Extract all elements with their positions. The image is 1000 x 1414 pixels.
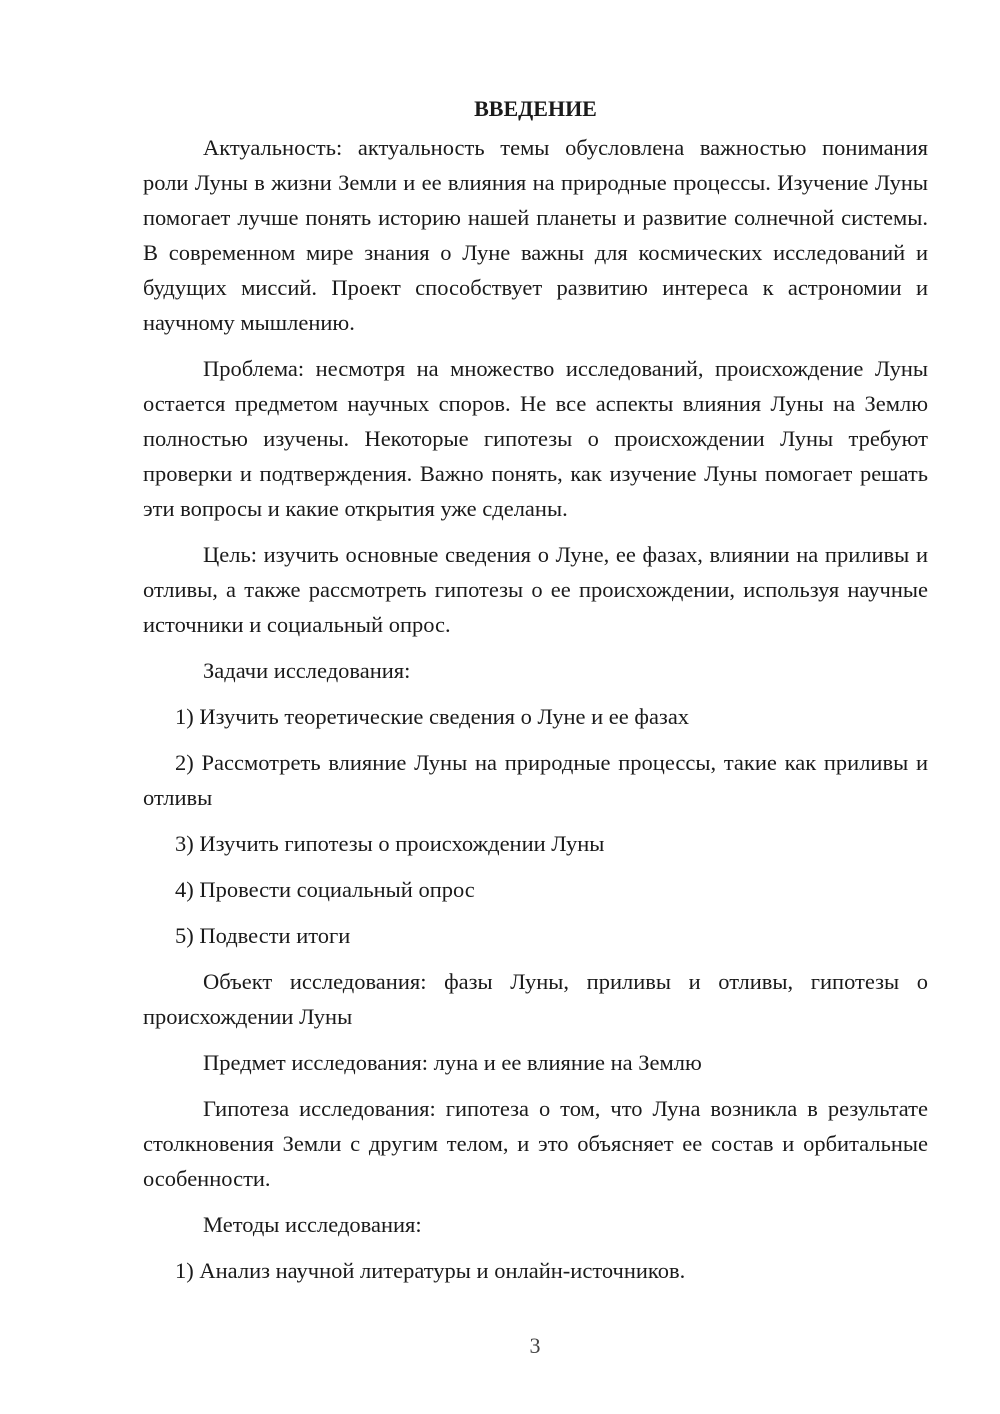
task-item-3: 3) Изучить гипотезы о происхождении Луны — [175, 831, 605, 856]
paragraph-problem: Проблема: несмотря на множество исследований, происхождение Луны остается предметом научных споров. Не все аспекты влияния Луны на Землю полностью изучены. Некоторые гипотезы о происхождении Луны требуют проверки и подтверждения. Важно понять, как изучение Луны помогает решать эти вопросы и какие открытия уже сделаны. — [143, 356, 928, 521]
tasks-title: Задачи исследования: — [203, 658, 411, 683]
paragraph-hypothesis: Гипотеза исследования: гипотеза о том, что Луна возникла в результате столкновения Земли с другим телом, и это объясняет ее состав и орбитальные особенности. — [143, 1096, 928, 1191]
task-item-2: 2) Рассмотреть влияние Луны на природные процессы, такие как приливы и отливы — [143, 750, 928, 810]
method-item-1: 1) Анализ научной литературы и онлайн-источников. — [175, 1258, 686, 1283]
paragraph-relevance: Актуальность: актуальность темы обусловлена важностью понимания роли Луны в жизни Земли и ее влияния на природные процессы. Изучение Луны помогает лучше понять историю нашей планеты и развитие солнечной системы. В современном мире знания о Луне важны для космических исследований и будущих миссий. Проект способствует развитию интереса к астрономии и научному мышлению. — [143, 135, 928, 335]
paragraph-object: Объект исследования: фазы Луны, приливы и отливы, гипотезы о происхождении Луны — [143, 969, 928, 1029]
section-heading: ВВЕДЕНИЕ — [474, 96, 597, 121]
paragraph-goal: Цель: изучить основные сведения о Луне, ее фазах, влиянии на приливы и отливы, а также рассмотреть гипотезы о ее происхождении, используя научные источники и социальный опрос. — [143, 542, 928, 637]
document-page — [143, 92, 928, 1299]
methods-title: Методы исследования: — [203, 1212, 422, 1237]
task-item-5: 5) Подвести итоги — [175, 923, 351, 948]
task-item-1: 1) Изучить теоретические сведения о Луне и ее фазах — [175, 704, 690, 729]
page-number: 3 — [529, 1333, 541, 1358]
paragraph-subject: Предмет исследования: луна и ее влияние на Землю — [203, 1050, 702, 1075]
task-item-4: 4) Провести социальный опрос — [175, 877, 475, 902]
